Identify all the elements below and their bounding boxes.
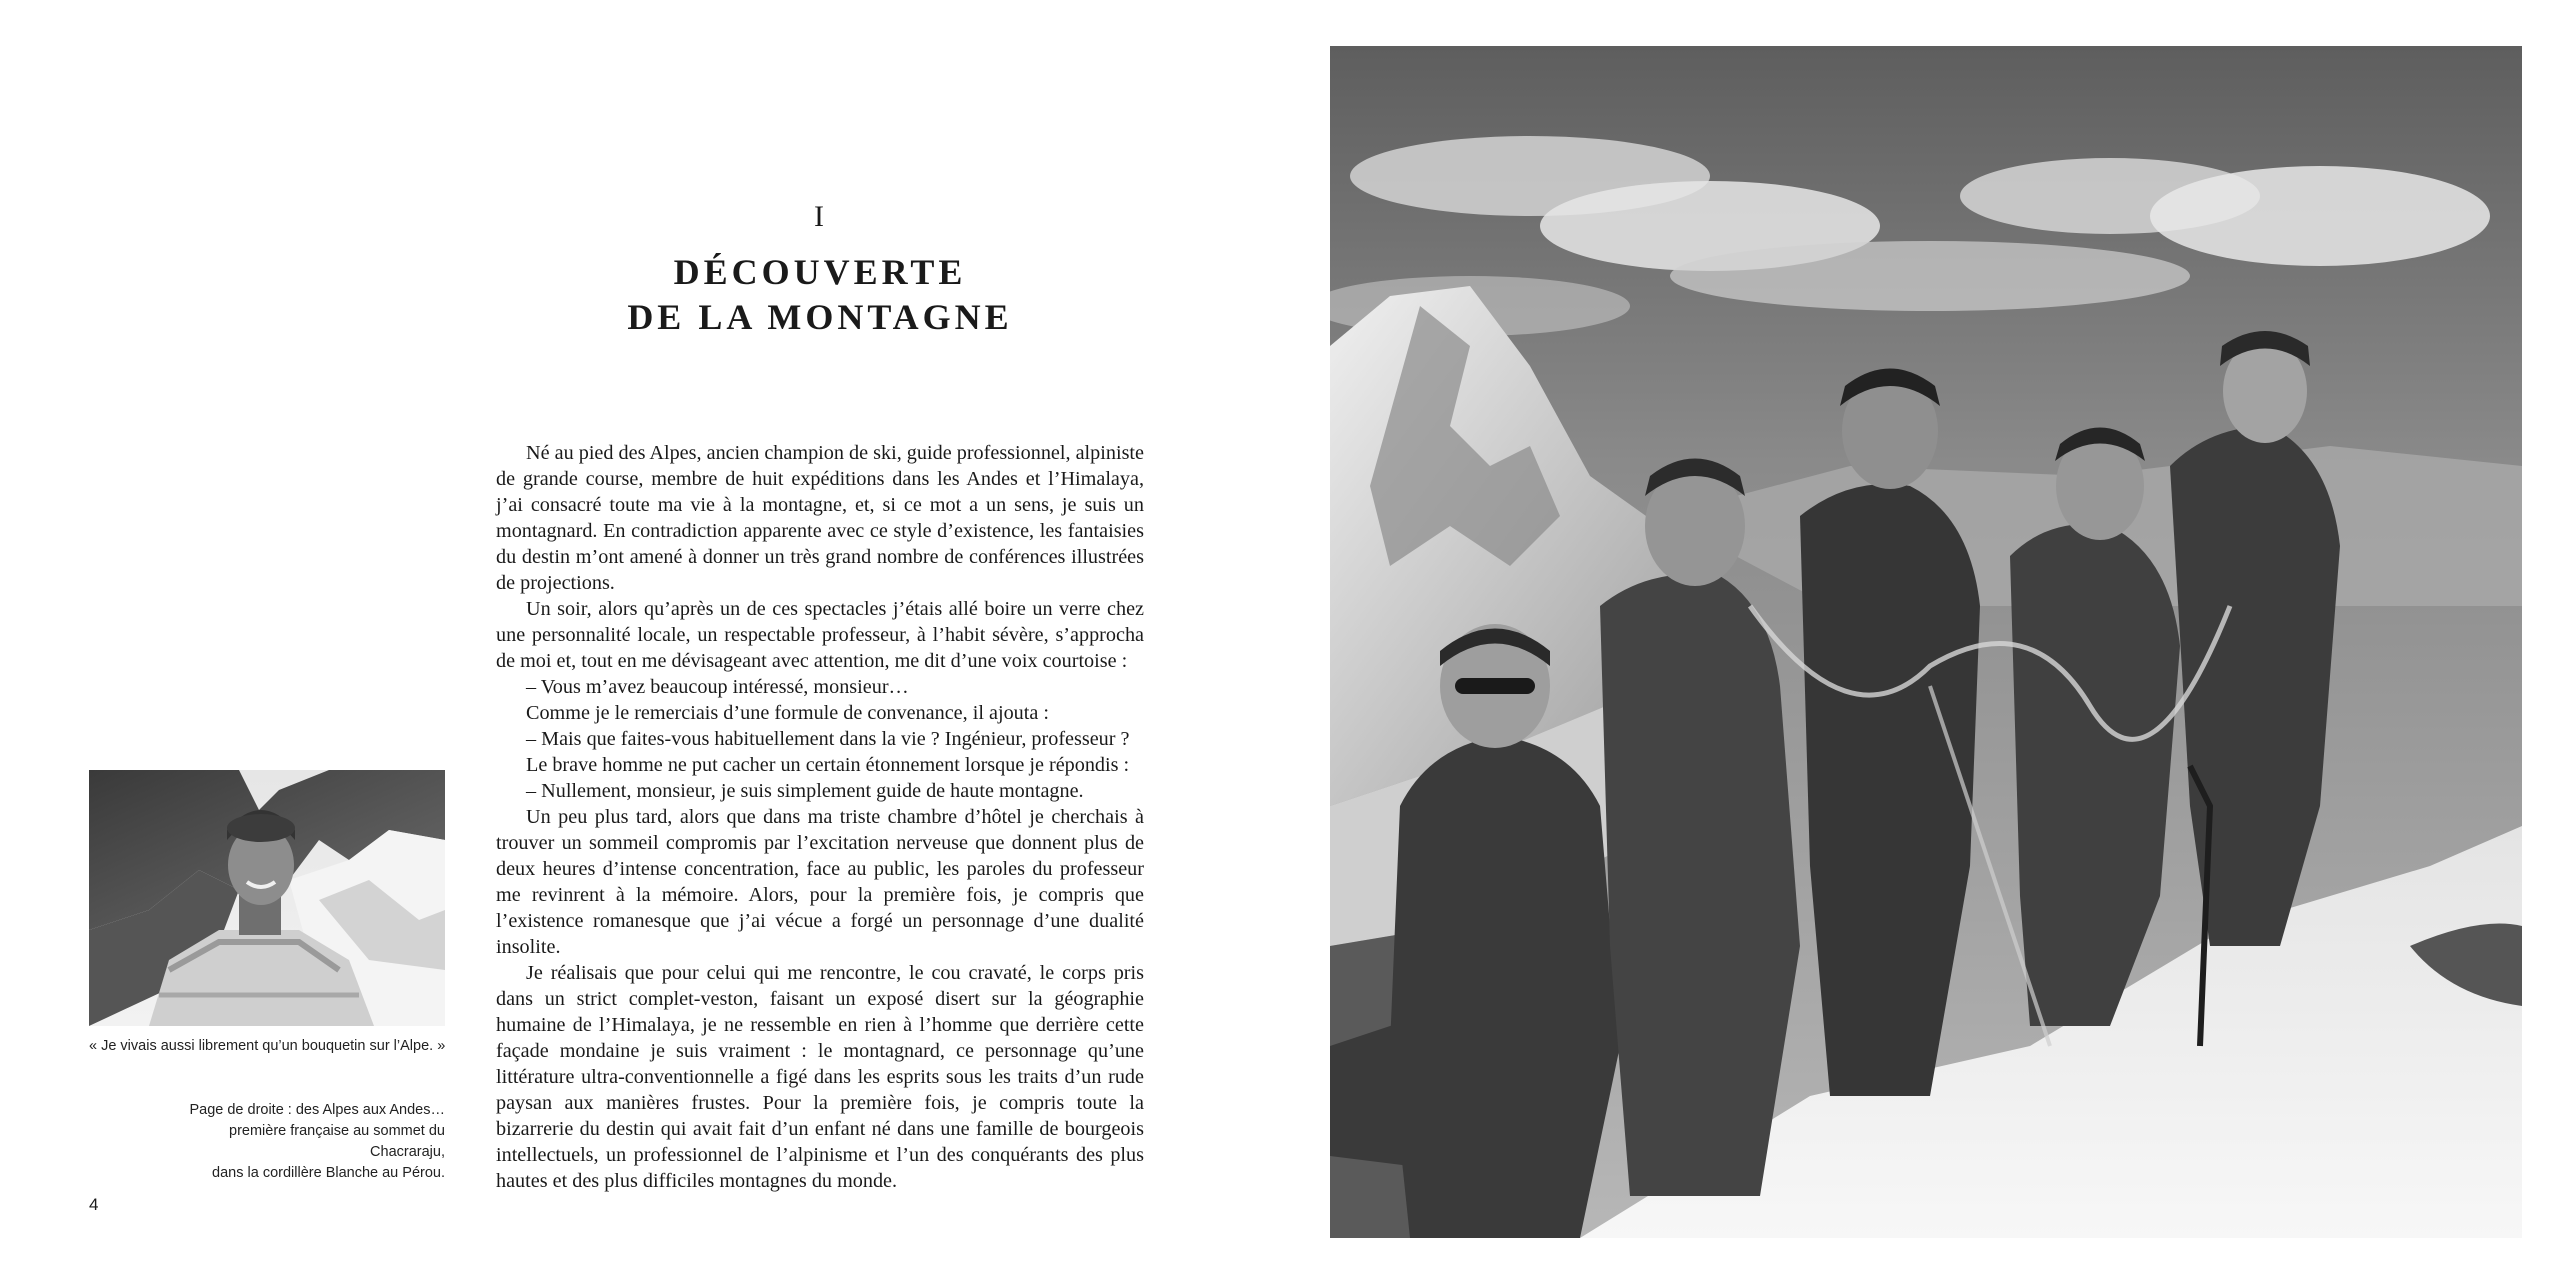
right-caption-line-2: première française au sommet du Chacraraju, <box>229 1123 445 1160</box>
right-caption-line-3: dans la cordillère Blanche au Pérou. <box>212 1165 445 1181</box>
inset-caption: « Je vivais aussi librement qu’un bouquetin sur l’Alpe. » <box>89 1038 446 1054</box>
summit-group-photo <box>1330 46 2522 1238</box>
dialog-line: Le brave homme ne put cacher un certain étonnement lorsque je répondis : <box>526 754 1130 776</box>
chapter-title-line-1: DÉCOUVERTE <box>673 252 967 292</box>
paragraph: Je réalisais que pour celui qui me rencontre, le cou cravaté, le corps pris dans un strict complet-veston, faisant un exposé disert sur la géographie humaine de l’Himalaya, je ne ressemble en rien à l’homme que derrière cette façade mondaine je suis vraiment : le montagnard, ce personnage qu’une littérature ultra-conventionnelle a figé dans les esprits sous les traits d’un rude paysan aux manières frustes. Pour la première fois, je compris toute la bizarrerie du destin qui avait fait d’un enfant né dans une famille de bourgeois intellectuels, un professionnel de l’alpinisme et l’un des conquérants des plus hautes et des plus difficiles montagnes du monde. <box>496 962 1144 1192</box>
paragraph: Un soir, alors qu’après un de ces spectacles j’étais allé boire un verre chez une personnalité locale, un respectable professeur, à l’habit sévère, s’approcha de moi et, tout en me dévisageant avec attention, me dit d’une voix courtoise : <box>496 598 1144 672</box>
body-text <box>496 440 1144 1194</box>
paragraph: Né au pied des Alpes, ancien champion de ski, guide professionnel, alpiniste de grande course, membre de huit expéditions dans les Andes et l’Himalaya, j’ai consacré toute ma vie à la montagne, et, si ce mot a un sens, je suis un montagnard. En contradiction apparente avec ce style d’existence, les fantaisies du destin m’ont amené à donner un très grand nombre de conférences illustrées de projections. <box>496 442 1144 594</box>
paragraph: Un peu plus tard, alors que dans ma triste chambre d’hôtel je cherchais à trouver un sommeil compromis par l’excitation nerveuse que donnent plus de deux heures d’intense concentration, face au public, les paroles du professeur me revinrent à la mémoire. Alors, pour la première fois, je compris que l’existence romanesque que j’ai vécue a forgé un personnage d’une dualité insolite. <box>496 806 1144 958</box>
chapter-title <box>560 250 1080 340</box>
right-page-caption <box>160 1100 445 1184</box>
dialog-line: – Mais que faites-vous habituellement dans la vie ? Ingénieur, professeur ? <box>526 728 1130 750</box>
dialog-line: – Nullement, monsieur, je suis simplement guide de haute montagne. <box>526 780 1084 802</box>
chapter-title-line-2: DE LA MONTAGNE <box>627 297 1013 337</box>
right-caption-line-1: Page de droite : des Alpes aux Andes… <box>189 1102 445 1118</box>
dialog-line: – Vous m’avez beaucoup intéressé, monsieur… <box>526 676 909 698</box>
inset-portrait-photo <box>89 770 445 1026</box>
chapter-number: I <box>814 200 826 233</box>
page-number: 4 <box>89 1195 99 1214</box>
dialog-line: Comme je le remerciais d’une formule de convenance, il ajouta : <box>526 702 1049 724</box>
